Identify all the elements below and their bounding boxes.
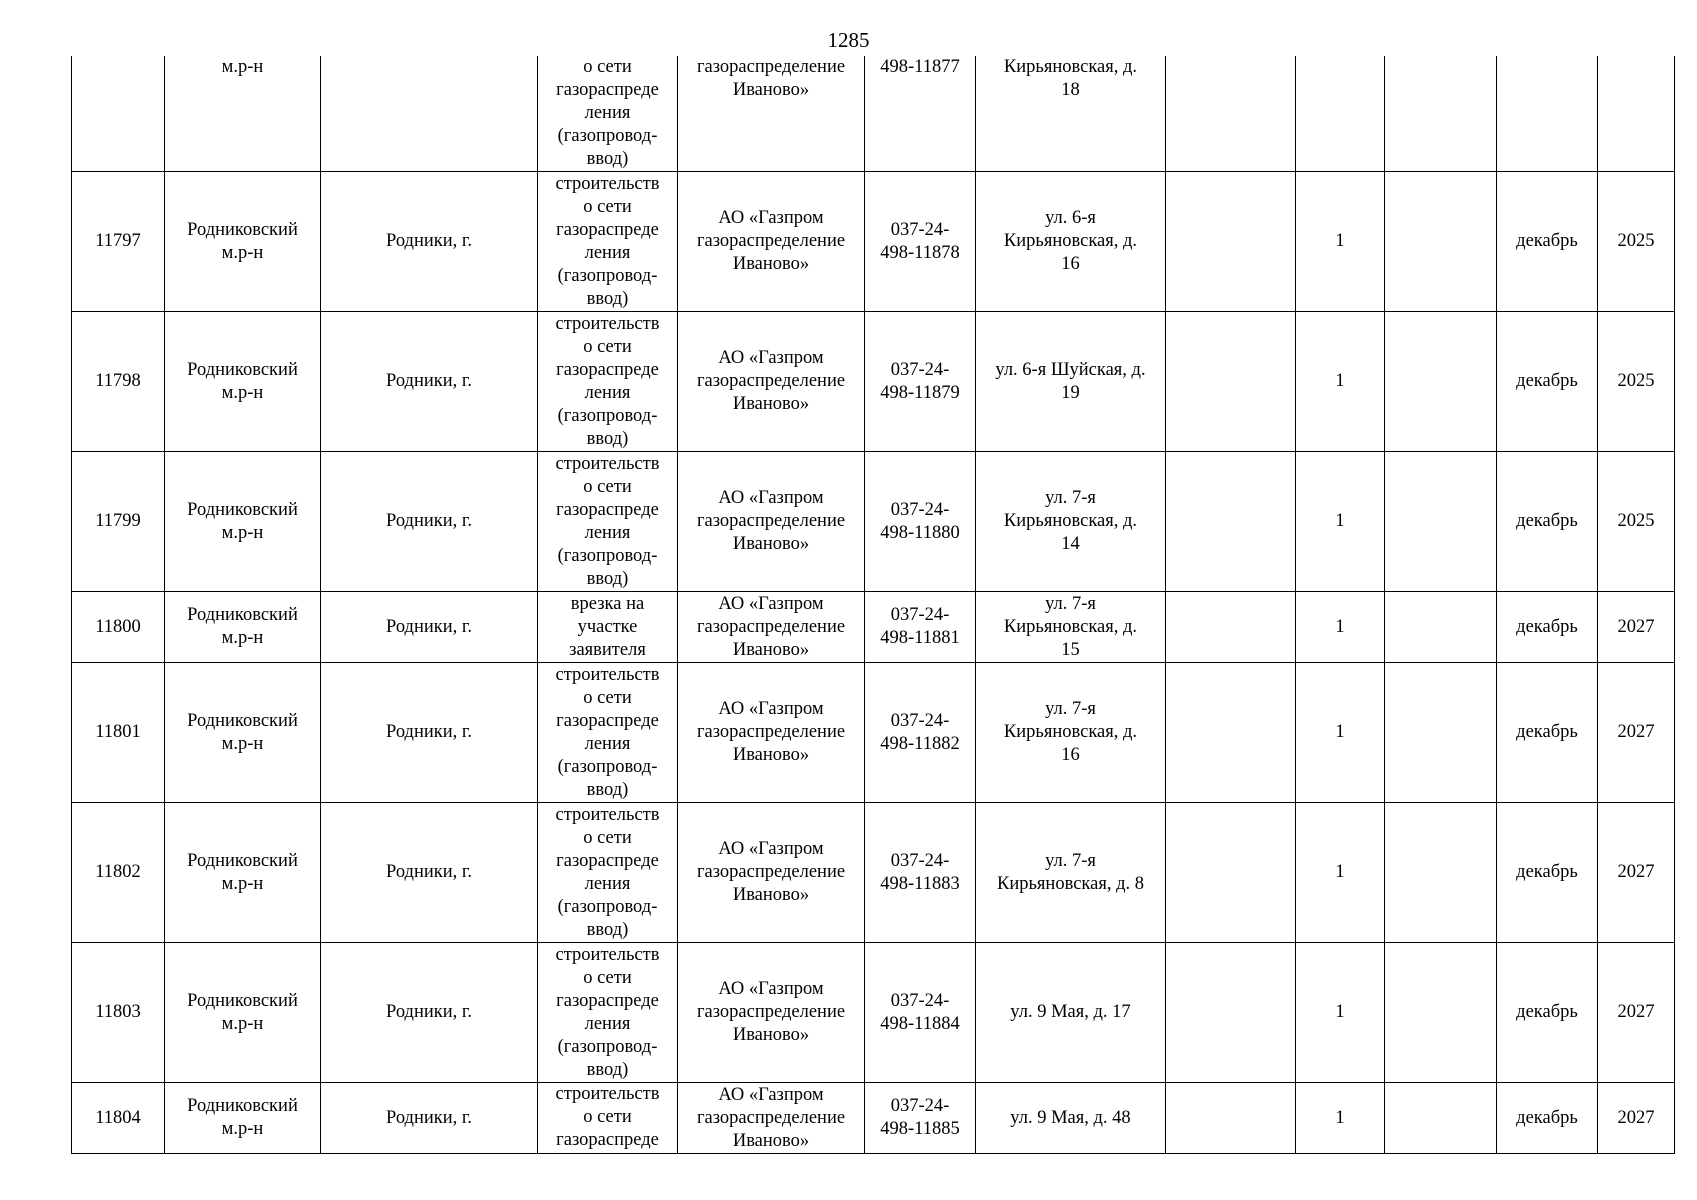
address-cell-line: ул. 7-я: [1045, 850, 1096, 871]
year-cell: 2025: [1598, 452, 1675, 592]
empty-cell: [1385, 56, 1497, 172]
month-cell: декабрь: [1497, 172, 1598, 312]
empty-cell: [1385, 592, 1497, 663]
address-cell: [976, 1083, 1166, 1154]
empty-cell: [1385, 452, 1497, 592]
district-cell-line: м.р-н: [221, 522, 264, 543]
settlement-cell: Родники, г.: [321, 1083, 538, 1154]
month-cell: [1497, 56, 1598, 172]
organization-cell-line: Иваново»: [732, 745, 810, 765]
work-type-cell-line: ввод): [586, 568, 629, 589]
month-cell: декабрь: [1497, 592, 1598, 663]
district-cell: [165, 592, 321, 663]
settlement-cell: Родники, г.: [321, 803, 538, 943]
address-cell-line: ул. 7-я: [1045, 488, 1096, 508]
work-type-cell-line: ввод): [586, 779, 629, 800]
organization-cell-line: АО «Газпром: [718, 839, 824, 859]
work-type-cell-line: газораспреде: [556, 1130, 659, 1150]
district-cell-line: Родниковский: [187, 219, 298, 240]
work-type-cell-line: ления: [584, 242, 631, 263]
settlement-cell: Родники, г.: [321, 592, 538, 663]
row-number-cell: 11802: [72, 803, 165, 943]
code-cell-line: 037-24-: [890, 359, 950, 380]
code-cell: [865, 172, 976, 312]
address-cell-line: Кирьяновская, д. 8: [996, 873, 1144, 894]
quantity-cell: 1: [1296, 592, 1385, 663]
table-row: [72, 452, 1675, 592]
month-cell: декабрь: [1497, 1083, 1598, 1154]
address-cell-line: 16: [1061, 745, 1080, 765]
work-type-cell: [538, 56, 678, 172]
code-cell-line: 037-24-: [890, 1096, 950, 1116]
quantity-cell: 1: [1296, 172, 1385, 312]
work-type-cell-line: строительств: [555, 664, 660, 685]
page-number: 1285: [827, 28, 870, 52]
code-cell-line: 037-24-: [890, 605, 950, 625]
district-cell-line: м.р-н: [221, 242, 264, 263]
district-cell: [165, 56, 321, 172]
work-type-cell-line: ввод): [586, 919, 629, 940]
work-type-cell: [538, 452, 678, 592]
address-cell-line: ул. 7-я: [1045, 699, 1096, 719]
organization-cell-line: Иваново»: [732, 254, 810, 274]
empty-cell: [1385, 312, 1497, 452]
district-cell-line: м.р-н: [221, 628, 264, 648]
district-cell-line: Родниковский: [187, 1096, 298, 1116]
address-cell-line: ул. 6-я: [1045, 208, 1096, 228]
work-type-cell-line: строительств: [555, 453, 660, 474]
code-cell-line: 498-11883: [880, 873, 960, 894]
work-type-cell-line: ввод): [586, 428, 629, 449]
code-cell-line: 498-11885: [880, 1119, 960, 1139]
organization-cell-line: Иваново»: [732, 1025, 810, 1045]
work-type-cell-line: строительств: [555, 804, 660, 825]
code-cell-line: 498-11879: [880, 382, 960, 403]
row-number-cell: 11803: [72, 943, 165, 1083]
district-cell: [165, 943, 321, 1083]
organization-cell-line: Иваново»: [732, 639, 810, 660]
settlement-cell: Родники, г.: [321, 452, 538, 592]
table-row: [72, 56, 1675, 172]
address-cell-line: ул. 9 Мая, д. 48: [1010, 1107, 1131, 1128]
address-cell-line: Кирьяновская, д.: [1003, 722, 1138, 742]
settlement-cell: [321, 56, 538, 172]
work-type-cell-line: газораспреде: [556, 80, 659, 100]
address-cell: [976, 172, 1166, 312]
district-cell-line: м.р-н: [221, 733, 264, 754]
organization-cell-line: газораспределение: [696, 862, 846, 882]
settlement-cell: Родники, г.: [321, 943, 538, 1083]
quantity-cell: 1: [1296, 312, 1385, 452]
month-cell: декабрь: [1497, 452, 1598, 592]
code-cell-line: 037-24-: [890, 219, 950, 240]
organization-cell-line: АО «Газпром: [718, 488, 824, 508]
district-cell-line: м.р-н: [221, 873, 264, 894]
work-type-cell-line: ления: [584, 522, 631, 543]
organization-cell-line: Иваново»: [732, 534, 810, 554]
work-type-cell: [538, 312, 678, 452]
work-type-cell-line: ления: [584, 733, 631, 754]
work-type-cell-line: газораспреде: [556, 219, 659, 240]
organization-cell-line: газораспределение: [696, 511, 846, 531]
table-row: [72, 1083, 1675, 1154]
empty-cell: [1166, 943, 1296, 1083]
table-row: [72, 943, 1675, 1083]
quantity-cell: 1: [1296, 803, 1385, 943]
table-row: [72, 803, 1675, 943]
work-type-cell-line: строительств: [555, 313, 660, 334]
code-cell-line: 037-24-: [890, 990, 950, 1011]
empty-cell: [1385, 943, 1497, 1083]
work-type-cell-line: (газопровод-: [557, 1036, 658, 1057]
work-type-cell-line: о сети: [583, 687, 632, 708]
organization-cell: [678, 592, 865, 663]
table-row: [72, 312, 1675, 452]
work-type-cell-line: ввод): [586, 149, 629, 169]
code-cell: [865, 452, 976, 592]
work-type-cell-line: о сети: [583, 57, 632, 77]
district-cell-line: Родниковский: [187, 499, 298, 520]
table-body: [72, 56, 1675, 1154]
organization-cell: [678, 943, 865, 1083]
address-cell-line: Кирьяновская, д.: [1003, 231, 1138, 251]
work-type-cell-line: строительств: [555, 944, 660, 965]
empty-cell: [1385, 663, 1497, 803]
code-cell-line: 498-11884: [880, 1013, 960, 1034]
address-cell: [976, 663, 1166, 803]
district-cell-line: Родниковский: [187, 359, 298, 380]
district-cell-line: м.р-н: [221, 1119, 264, 1139]
work-type-cell-line: о сети: [583, 967, 632, 988]
district-cell-line: Родниковский: [187, 850, 298, 871]
organization-cell-line: газораспределение: [696, 57, 846, 77]
organization-cell-line: АО «Газпром: [718, 348, 824, 368]
work-type-cell-line: строительств: [555, 1084, 660, 1104]
work-type-cell-line: газораспреде: [556, 359, 659, 380]
work-type-cell-line: (газопровод-: [557, 896, 658, 917]
code-cell-line: 037-24-: [890, 710, 950, 731]
row-number-cell: 11804: [72, 1083, 165, 1154]
address-cell-line: 16: [1061, 254, 1080, 274]
work-type-cell-line: газораспреде: [556, 850, 659, 871]
quantity-cell: 1: [1296, 943, 1385, 1083]
empty-cell: [1166, 312, 1296, 452]
empty-cell: [1385, 803, 1497, 943]
work-type-cell-line: врезка на: [570, 593, 645, 614]
organization-cell: [678, 56, 865, 172]
organization-cell-line: газораспределение: [696, 231, 846, 251]
row-number-cell: 11798: [72, 312, 165, 452]
code-cell: [865, 803, 976, 943]
work-type-cell-line: (газопровод-: [557, 126, 658, 146]
table-row: [72, 663, 1675, 803]
empty-cell: [1166, 452, 1296, 592]
empty-cell: [1166, 592, 1296, 663]
address-cell-line: 19: [1061, 382, 1080, 403]
organization-cell: [678, 803, 865, 943]
code-cell-line: 498-11880: [880, 522, 960, 543]
organization-cell-line: АО «Газпром: [718, 1084, 824, 1105]
table-row: [72, 592, 1675, 663]
work-type-cell-line: ввод): [586, 1059, 629, 1080]
month-cell: декабрь: [1497, 803, 1598, 943]
organization-cell: [678, 1083, 865, 1154]
district-cell: [165, 663, 321, 803]
address-cell: [976, 56, 1166, 172]
work-type-cell-line: о сети: [583, 827, 632, 848]
work-type-cell-line: ления: [584, 382, 631, 403]
address-cell-line: Кирьяновская, д.: [1003, 616, 1138, 637]
address-cell-line: 18: [1061, 80, 1080, 100]
work-type-cell-line: о сети: [583, 476, 632, 497]
work-type-cell-line: ления: [584, 1013, 631, 1034]
month-cell: декабрь: [1497, 943, 1598, 1083]
district-cell-line: м.р-н: [221, 57, 264, 77]
organization-cell-line: АО «Газпром: [718, 979, 824, 999]
code-cell-line: 498-11882: [880, 733, 960, 754]
district-cell-line: Родниковский: [187, 605, 298, 625]
address-cell: [976, 943, 1166, 1083]
address-cell: [976, 803, 1166, 943]
work-type-cell-line: о сети: [583, 196, 632, 217]
month-cell: декабрь: [1497, 312, 1598, 452]
organization-cell-line: Иваново»: [732, 885, 810, 905]
organization-cell-line: Иваново»: [732, 1130, 810, 1151]
organization-cell: [678, 663, 865, 803]
work-type-cell: [538, 943, 678, 1083]
district-cell: [165, 1083, 321, 1154]
code-cell-line: 498-11881: [880, 628, 960, 648]
empty-cell: [1166, 1083, 1296, 1154]
quantity-cell: 1: [1296, 1083, 1385, 1154]
work-type-cell: [538, 803, 678, 943]
organization-cell-line: газораспределение: [696, 371, 846, 391]
month-cell: декабрь: [1497, 663, 1598, 803]
year-cell: 2027: [1598, 1083, 1675, 1154]
code-cell: [865, 663, 976, 803]
district-cell: [165, 172, 321, 312]
empty-cell: [1166, 56, 1296, 172]
work-type-cell-line: ления: [584, 103, 631, 123]
address-cell-line: 15: [1061, 639, 1080, 660]
row-number-cell: 11801: [72, 663, 165, 803]
organization-cell-line: АО «Газпром: [718, 208, 824, 228]
code-cell-line: 037-24-: [890, 850, 950, 871]
district-cell-line: м.р-н: [221, 382, 264, 403]
code-cell-line: 498-11878: [880, 242, 960, 263]
code-cell: [865, 56, 976, 172]
organization-cell: [678, 172, 865, 312]
settlement-cell: Родники, г.: [321, 663, 538, 803]
work-type-cell-line: газораспреде: [556, 499, 659, 520]
district-cell: [165, 803, 321, 943]
address-cell-line: ул. 7-я: [1045, 593, 1096, 614]
year-cell: 2027: [1598, 943, 1675, 1083]
code-cell-line: 037-24-: [890, 499, 950, 520]
work-type-cell-line: о сети: [583, 1107, 632, 1127]
work-type-cell-line: (газопровод-: [557, 545, 658, 566]
quantity-cell: 1: [1296, 452, 1385, 592]
district-cell-line: Родниковский: [187, 990, 298, 1011]
work-type-cell: [538, 663, 678, 803]
row-number-cell: 11799: [72, 452, 165, 592]
organization-cell-line: Иваново»: [732, 394, 810, 414]
empty-cell: [1385, 172, 1497, 312]
organization-cell: [678, 312, 865, 452]
organization-cell-line: газораспределение: [696, 722, 846, 742]
work-type-cell-line: о сети: [583, 336, 632, 357]
year-cell: 2027: [1598, 803, 1675, 943]
code-cell: [865, 943, 976, 1083]
year-cell: 2025: [1598, 312, 1675, 452]
address-cell-line: ул. 9 Мая, д. 17: [1010, 1002, 1131, 1022]
settlement-cell: Родники, г.: [321, 172, 538, 312]
year-cell: 2025: [1598, 172, 1675, 312]
work-type-cell: [538, 172, 678, 312]
address-cell-line: Кирьяновская, д.: [1003, 57, 1138, 77]
empty-cell: [1166, 172, 1296, 312]
district-cell-line: Родниковский: [187, 710, 298, 731]
work-type-cell-line: участке: [577, 616, 638, 637]
empty-cell: [1166, 663, 1296, 803]
district-cell: [165, 312, 321, 452]
address-cell: [976, 452, 1166, 592]
address-cell-line: Кирьяновская, д.: [1003, 511, 1138, 531]
code-cell: [865, 1083, 976, 1154]
work-type-cell-line: строительств: [555, 173, 660, 194]
address-cell: [976, 312, 1166, 452]
organization-cell-line: газораспределение: [696, 1002, 846, 1022]
year-cell: [1598, 56, 1675, 172]
empty-cell: [1385, 1083, 1497, 1154]
organization-cell-line: АО «Газпром: [718, 699, 824, 719]
quantity-cell: 1: [1296, 663, 1385, 803]
code-cell-line: 498-11877: [880, 57, 960, 77]
table-row: [72, 172, 1675, 312]
row-number-cell: 11800: [72, 592, 165, 663]
row-number-cell: [72, 56, 165, 172]
organization-cell-line: газораспределение: [696, 1107, 846, 1128]
organization-cell: [678, 452, 865, 592]
district-cell: [165, 452, 321, 592]
registry-table: [71, 56, 1675, 1154]
empty-cell: [1166, 803, 1296, 943]
district-cell-line: м.р-н: [221, 1013, 264, 1034]
work-type-cell-line: ления: [584, 873, 631, 894]
year-cell: 2027: [1598, 663, 1675, 803]
work-type-cell-line: газораспреде: [556, 990, 659, 1011]
row-number-cell: 11797: [72, 172, 165, 312]
address-cell-line: 14: [1061, 534, 1080, 554]
organization-cell-line: газораспределение: [696, 616, 846, 637]
organization-cell-line: Иваново»: [732, 80, 810, 100]
code-cell: [865, 592, 976, 663]
quantity-cell: [1296, 56, 1385, 172]
work-type-cell-line: заявителя: [569, 639, 646, 660]
code-cell: [865, 312, 976, 452]
work-type-cell-line: (газопровод-: [557, 405, 658, 426]
work-type-cell-line: (газопровод-: [557, 265, 658, 286]
work-type-cell: [538, 1083, 678, 1154]
address-cell: [976, 592, 1166, 663]
work-type-cell-line: ввод): [586, 288, 629, 309]
work-type-cell: [538, 592, 678, 663]
settlement-cell: Родники, г.: [321, 312, 538, 452]
organization-cell-line: АО «Газпром: [718, 593, 824, 614]
address-cell-line: ул. 6-я Шуйская, д.: [995, 359, 1146, 380]
work-type-cell-line: (газопровод-: [557, 756, 658, 777]
year-cell: 2027: [1598, 592, 1675, 663]
work-type-cell-line: газораспреде: [556, 710, 659, 731]
